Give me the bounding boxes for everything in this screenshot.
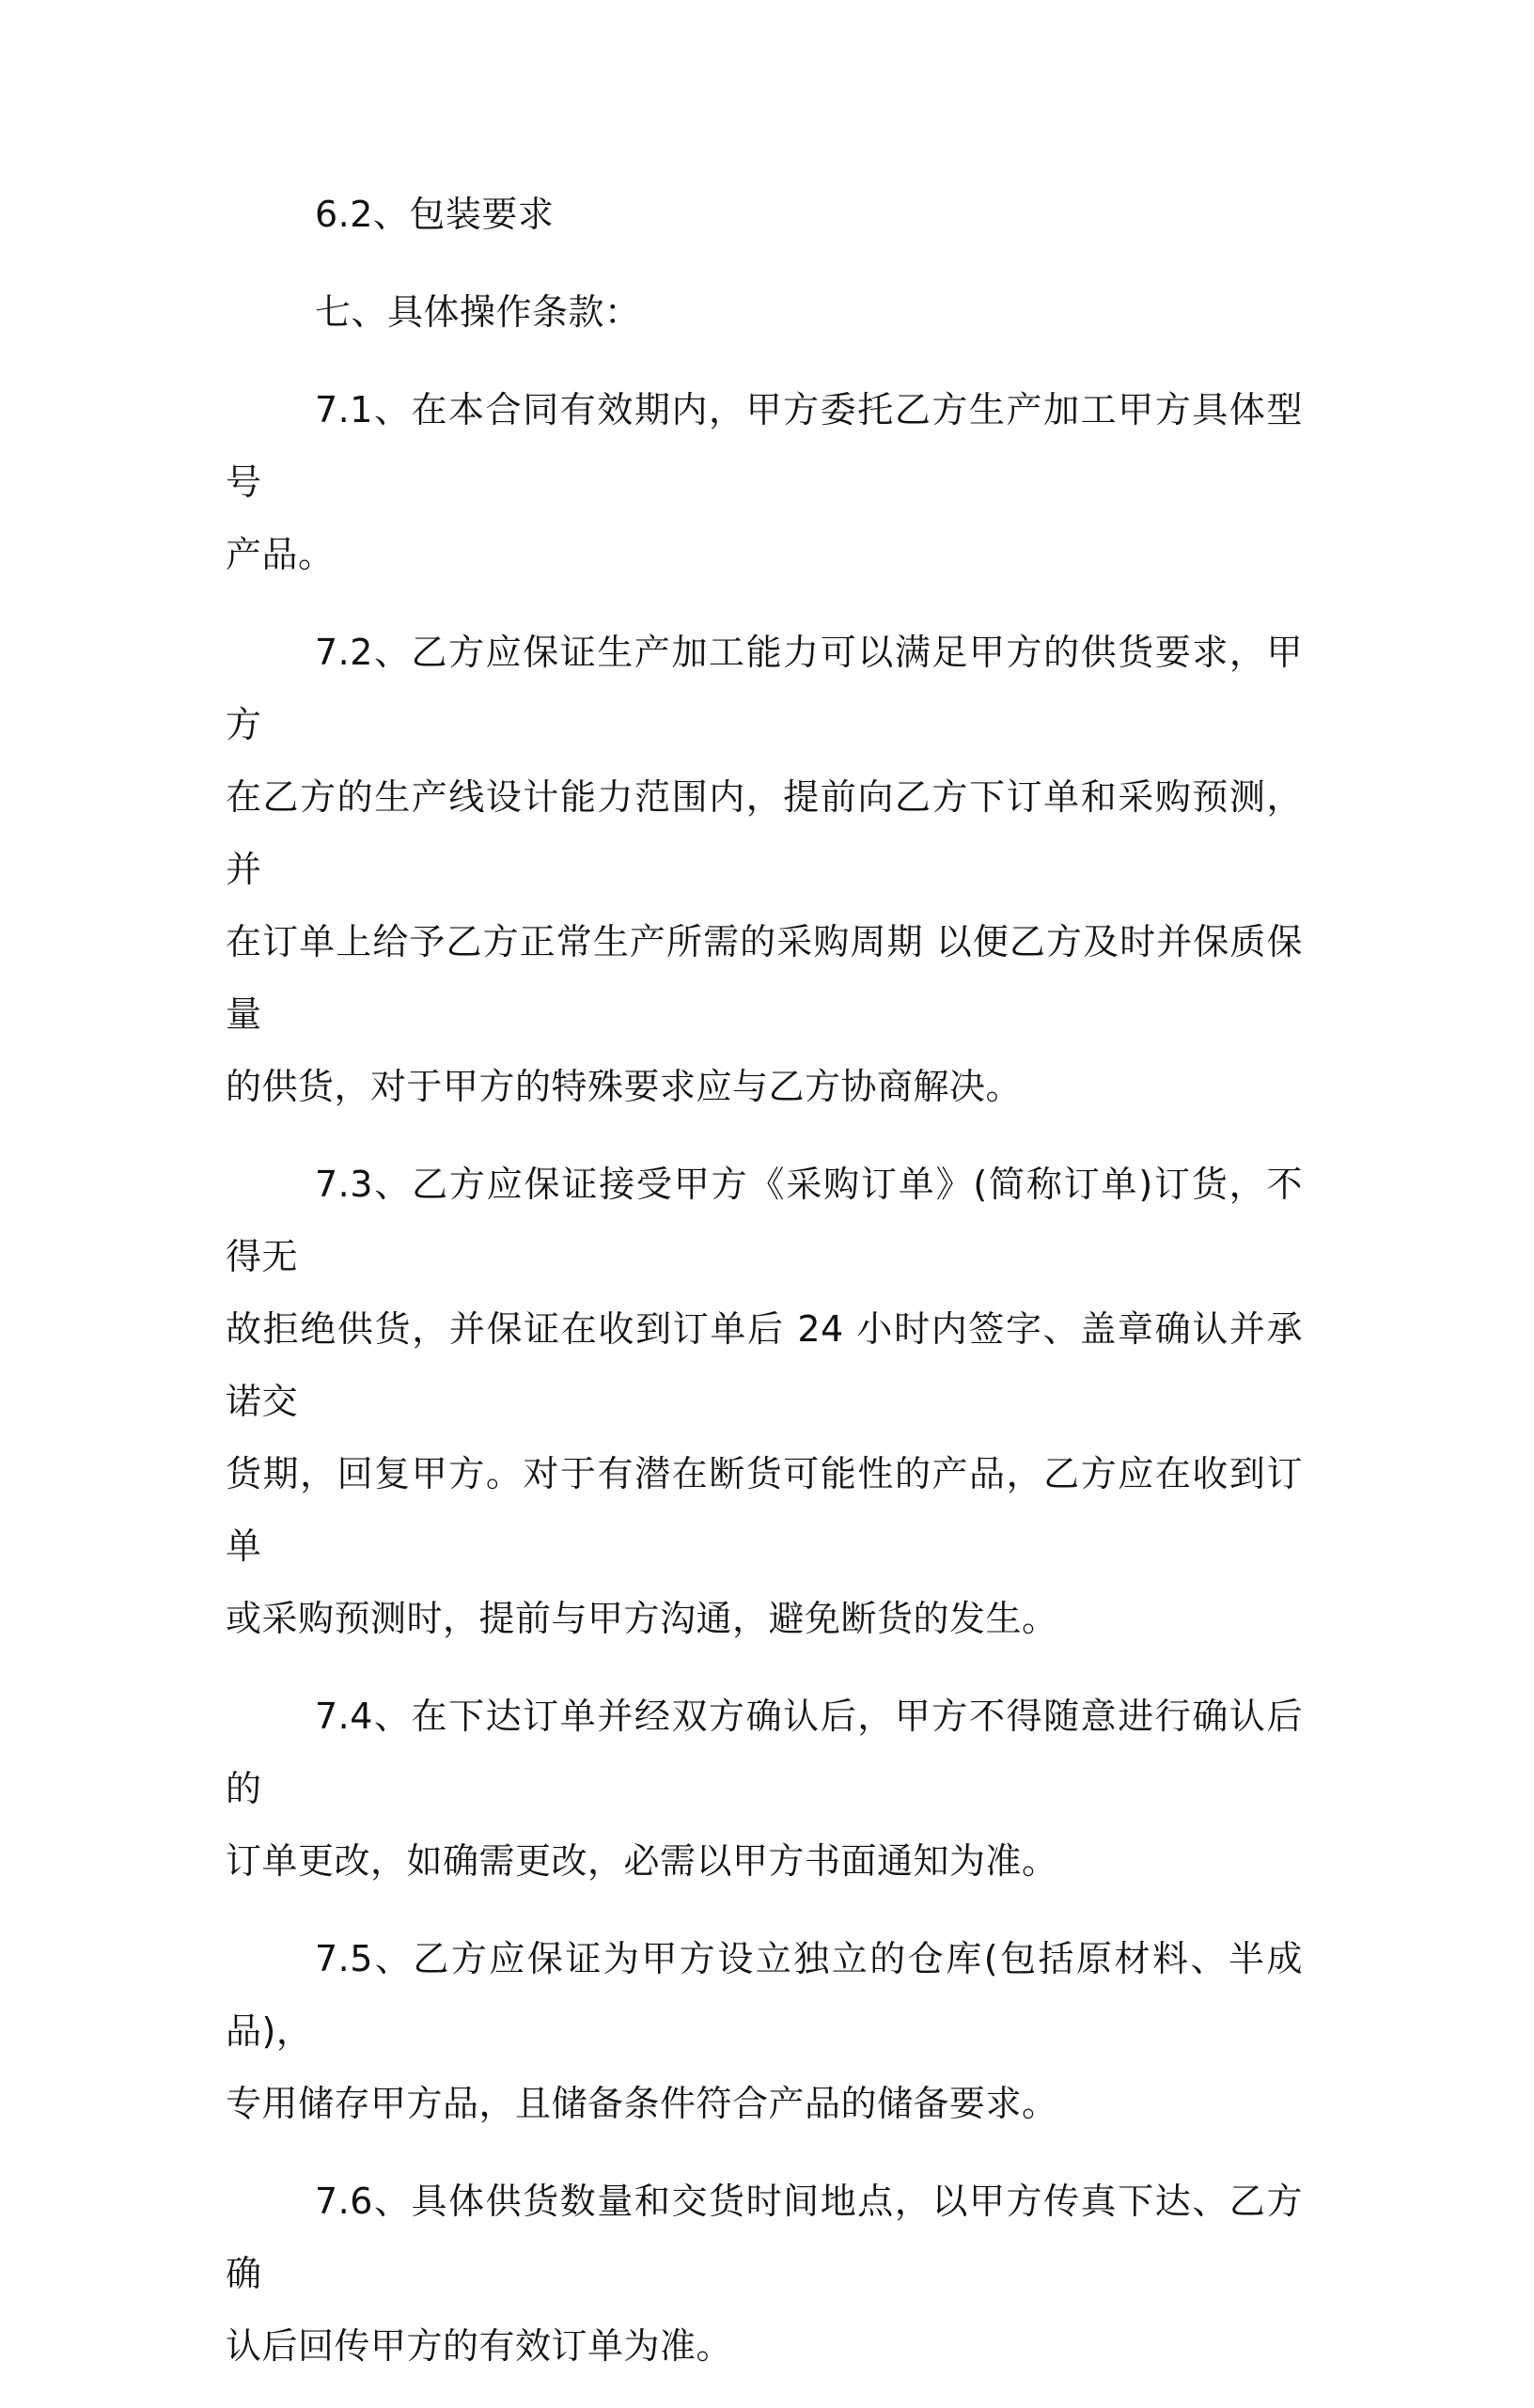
paragraph-7-3 <box>226 1149 1303 1655</box>
text-line: 货期，回复甲方。对于有潜在断货可能性的产品，乙方应在收到订单 <box>226 1453 1303 1567</box>
text-line: 专用储存甲方品，且储备条件符合产品的储备要求。 <box>226 2083 1058 2124</box>
text-line: 在乙方的生产线设计能力范围内，提前向乙方下订单和采购预测，并 <box>226 776 1303 890</box>
text-line: 七、具体操作条款： <box>315 291 641 333</box>
text-line: 7.4、在下达订单并经双方确认后，甲方不得随意进行确认后的 <box>226 1696 1303 1809</box>
text-line: 7.5、乙方应保证为甲方设立独立的仓库(包括原材料、半成品)， <box>226 1938 1303 2052</box>
text-line: 产品。 <box>226 534 335 575</box>
text-line: 订单更改，如确需更改，必需以甲方书面通知为准。 <box>226 1840 1058 1882</box>
paragraph-7-2 <box>226 617 1303 1123</box>
text-line: 或采购预测时，提前与甲方沟通，避免断货的发生。 <box>226 1598 1058 1639</box>
text-line: 7.3、乙方应保证接受甲方《采购订单》(简称订单)订货，不得无 <box>226 1164 1303 1277</box>
paragraph-7-5 <box>226 1923 1303 2140</box>
paragraph-7-4 <box>226 1681 1303 1898</box>
text-line: 的供货，对于甲方的特殊要求应与乙方协商解决。 <box>226 1066 1023 1107</box>
paragraph-6-2 <box>226 179 1303 251</box>
text-line: 7.6、具体供货数量和交货时间地点，以甲方传真下达、乙方确 <box>226 2181 1303 2294</box>
text-line: 故拒绝供货，并保证在收到订单后 24 小时内签字、盖章确认并承诺交 <box>226 1308 1303 1422</box>
paragraph-7-6 <box>226 2166 1303 2383</box>
text-line: 认后回传甲方的有效订单为准。 <box>226 2325 733 2367</box>
text-line: 7.2、乙方应保证生产加工能力可以满足甲方的供货要求，甲方 <box>226 632 1303 745</box>
section-heading-7 <box>226 276 1303 349</box>
text-line: 在订单上给予乙方正常生产所需的采购周期 以便乙方及时并保质保量 <box>226 921 1303 1035</box>
paragraph-7-1 <box>226 374 1303 591</box>
text-line: 6.2、包装要求 <box>315 194 555 235</box>
document-page <box>226 179 1303 2408</box>
text-line: 7.1、在本合同有效期内，甲方委托乙方生产加工甲方具体型号 <box>226 389 1303 503</box>
